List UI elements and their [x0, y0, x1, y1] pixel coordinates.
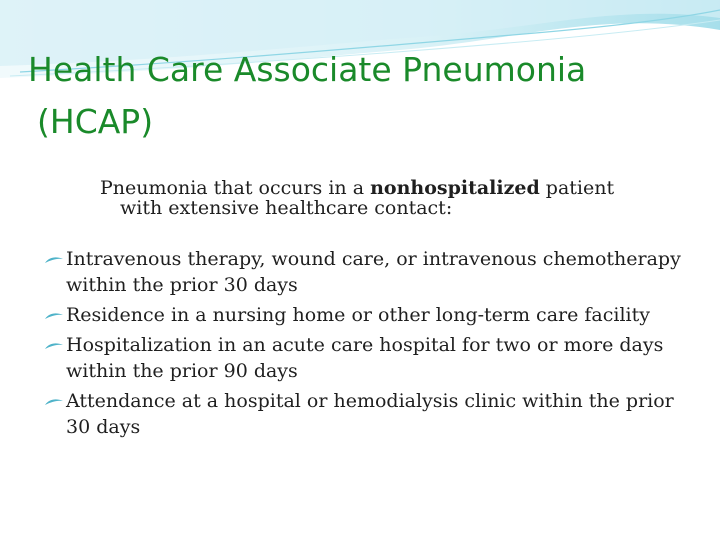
list-item — [44, 332, 694, 384]
intro-text-start: Pneumonia that occurs in a — [100, 177, 371, 199]
list-item-text: Attendance at a hospital or hemodialysis clinic within the prior 30 days — [66, 390, 674, 438]
title-line-1: Health Care Associate Pneumonia — [28, 50, 587, 89]
bullet-icon — [44, 341, 64, 351]
title-line-2: (HCAP) — [37, 102, 154, 141]
bullet-icon — [44, 397, 64, 407]
list-item-text: Residence in a nursing home or other long-term care facility — [66, 304, 650, 326]
list-item-text: Intravenous therapy, wound care, or intravenous chemotherapy within the prior 30 days — [66, 248, 681, 296]
list-item — [44, 246, 694, 298]
intro-text-end: patient — [539, 177, 615, 199]
criteria-list — [44, 246, 694, 444]
list-item-text: Hospitalization in an acute care hospital for two or more days within the prior 90 days — [66, 334, 664, 382]
bullet-icon — [44, 311, 64, 321]
list-item — [44, 388, 694, 440]
bullet-icon — [44, 255, 64, 265]
list-item — [44, 302, 694, 328]
intro-line-2: with extensive healthcare contact: — [120, 197, 453, 219]
intro-emphasis: nonhospitalized — [370, 177, 540, 199]
slide-title — [28, 44, 708, 148]
intro-definition — [100, 178, 710, 218]
